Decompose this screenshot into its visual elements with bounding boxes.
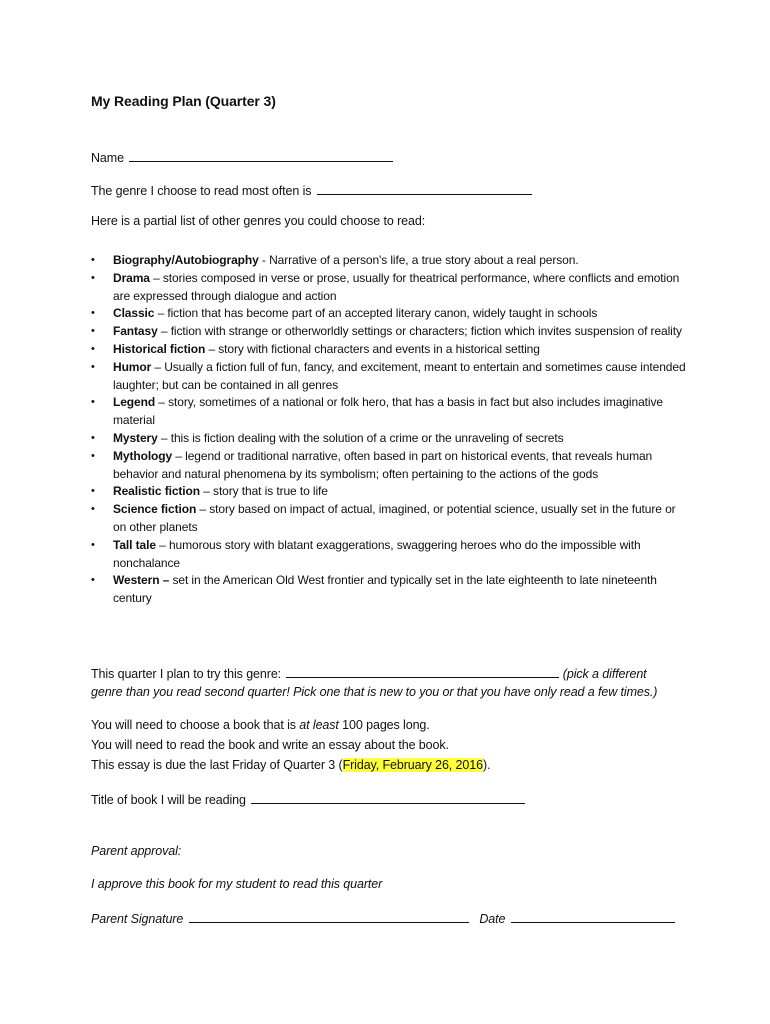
plan-label: This quarter I plan to try this genre: [91, 667, 282, 681]
parent-signature-label: Parent Signature [91, 912, 184, 926]
bullet-icon: • [91, 325, 95, 338]
genre-name: Humor [113, 359, 152, 374]
genre-description: – story, sometimes of a national or folk hero, that has a basis in fact but also includes imaginative material [113, 395, 663, 428]
bullet-icon: • [91, 342, 95, 355]
genre-description: – humorous story with blatant exaggerations, swaggering heroes who do the impossible with nonchalance [113, 537, 641, 570]
genre-description: set in the American Old West frontier and typically set in the late eighteenth to late nineteenth century [113, 573, 657, 606]
genre-item [91, 394, 691, 430]
genre-description: – stories composed in verse or prose, usually for theatrical performance, where conflicts and emotion are expressed through dialogue and action [113, 270, 680, 303]
genre-item [91, 359, 691, 395]
genre-description: - Narrative of a person's life, a true story about a real person. [258, 253, 579, 267]
book-title-label: Title of book I will be reading [91, 793, 246, 807]
bullet-icon: • [91, 574, 95, 587]
bullet-icon: • [91, 360, 95, 373]
read-book-line: You will need to read the book and write an essay about the book. [91, 738, 449, 752]
genre-list [91, 252, 691, 608]
genre-item [91, 430, 691, 448]
genre-name: Mythology [113, 448, 173, 463]
bullet-icon: • [91, 271, 95, 284]
genre-name: Legend [113, 395, 156, 410]
genre-name: Historical fiction [113, 341, 206, 356]
genre-item [91, 572, 691, 608]
genre-name: Science fiction [113, 502, 197, 517]
genre-item [91, 341, 691, 359]
genre-description: – fiction that has become part of an accepted literary canon, widely taught in schools [154, 306, 598, 321]
genre-name: Fantasy [113, 324, 158, 339]
parent-signature-field[interactable] [189, 910, 469, 923]
genre-item [91, 305, 691, 323]
genre-name: Drama [113, 270, 150, 285]
bullet-icon: • [91, 485, 95, 498]
bullet-icon: • [91, 503, 95, 516]
bullet-icon: • [91, 431, 95, 444]
choose-book-pre: You will need to choose a book that is [91, 718, 300, 732]
date-field[interactable] [511, 910, 675, 923]
approve-statement: I approve this book for my student to read this quarter [91, 877, 383, 891]
genre-item [91, 448, 691, 484]
page-title: My Reading Plan (Quarter 3) [91, 93, 276, 109]
genre-item [91, 483, 691, 501]
genre-description: – Usually a fiction full of fun, fancy, and excitement, meant to entertain and sometimes cause intended laughter; but can be contained in all genres [113, 359, 686, 392]
genre-item [91, 270, 691, 306]
bullet-icon: • [91, 254, 95, 266]
parent-approval-heading: Parent approval: [91, 844, 182, 858]
genre-item [91, 252, 691, 270]
plan-note-a: (pick a different [562, 667, 647, 681]
genre-name: Realistic fiction [113, 484, 200, 499]
choose-book-line [91, 718, 430, 732]
genre-description: – story that is true to life [200, 484, 328, 499]
essay-due-line [91, 758, 490, 772]
plan-line [91, 665, 647, 681]
essay-due-pre: This essay is due the last Friday of Quarter 3 ( [91, 758, 343, 772]
essay-due-post: ). [482, 758, 491, 772]
genre-often-line [91, 182, 532, 198]
book-title-line [91, 791, 525, 807]
genre-description: – this is fiction dealing with the solution of a crime or the unraveling of secrets [157, 430, 564, 445]
plan-note-b: genre than you read second quarter! Pick one that is new to you or that you have only read a few times.) [91, 685, 658, 699]
genre-name: Tall tale [113, 537, 156, 552]
choose-book-post: 100 pages long. [338, 718, 430, 732]
genre-description: – story with fictional characters and events in a historical setting [205, 341, 540, 356]
genre-description: – story based on impact of actual, imagined, or potential science, usually set in the future or on other planets [113, 502, 676, 534]
genre-name: Biography/Autobiography [113, 253, 259, 267]
partial-list-intro: Here is a partial list of other genres you could choose to read: [91, 214, 426, 228]
name-field[interactable] [129, 149, 393, 162]
genre-name: Western – [113, 573, 170, 588]
essay-due-date: Friday, February 26, 2016 [342, 758, 483, 772]
book-title-field[interactable] [251, 791, 525, 804]
choose-book-emphasis: at least [299, 718, 339, 732]
genre-often-field[interactable] [317, 182, 532, 195]
name-label: Name [91, 151, 124, 165]
genre-name: Classic [113, 306, 155, 321]
bullet-icon: • [91, 307, 95, 320]
genre-item [91, 323, 691, 341]
signature-line [91, 910, 675, 926]
bullet-icon: • [91, 538, 95, 551]
genre-description: – legend or traditional narrative, often based in part on historical events, that reveals human behavior and natural phenomena by its symbolism; often pertaining to the actions of the gods [113, 448, 653, 481]
bullet-icon: • [91, 449, 95, 462]
genre-often-label: The genre I choose to read most often is [91, 184, 312, 198]
plan-genre-field[interactable] [286, 665, 559, 678]
genre-item [91, 537, 691, 573]
date-label: Date [479, 912, 506, 926]
bullet-icon: • [91, 396, 95, 409]
name-line [91, 149, 393, 165]
genre-name: Mystery [113, 430, 158, 445]
genre-description: – fiction with strange or otherworldly settings or characters; fiction which invites suspension of reality [157, 324, 682, 339]
genre-item [91, 501, 691, 537]
